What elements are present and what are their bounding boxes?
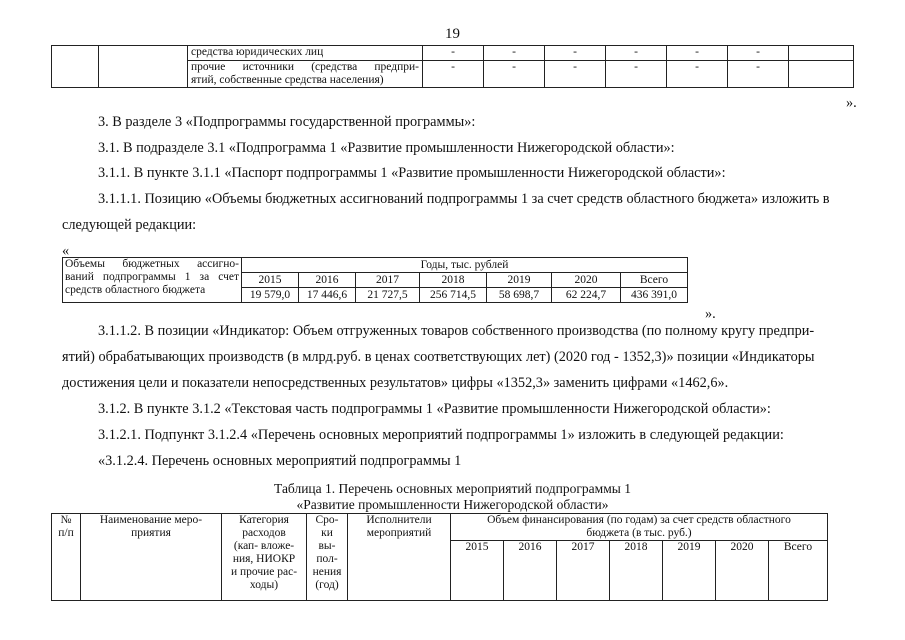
value-cell: 58 698,7 [487,288,552,303]
year-header: 2017 [557,541,610,601]
measures-table [51,513,828,601]
table-cell: - [606,46,667,61]
header-line: мероприятий [366,527,432,539]
table-cell: - [484,61,545,88]
value-cell: 62 224,7 [552,288,621,303]
budget-label [63,258,242,303]
year-header: 2015 [242,273,299,288]
table-cell [52,46,99,88]
col-header-no [52,514,81,601]
row-label [188,61,423,88]
year-header: 2015 [451,541,504,601]
year-header: 2016 [299,273,356,288]
header-line: Сро- [315,514,339,526]
row-label-line: прочие источники (средства предпри- [191,61,419,73]
value-cell: 256 714,5 [420,288,487,303]
paragraph: следующей редакции: [62,217,197,233]
paragraph: «3.1.2.4. Перечень основных мероприятий подпрограммы 1 [98,453,462,469]
value-cell: 19 579,0 [242,288,299,303]
paragraph: достижения цели и показатели непосредственных результатов» цифры «1352,3» заменить цифрами «1462,6». [62,375,729,391]
open-quote: « [62,243,70,259]
table-cell [789,46,854,61]
paragraph: 3.1.1. В пункте 3.1.1 «Паспорт подпрограммы 1 «Развитие промышленности Нижегородской области»: [98,165,726,181]
col-header-term [307,514,348,601]
year-header: 2019 [487,273,552,288]
table-cell: - [545,61,606,88]
table-cell: - [545,46,606,61]
year-header: 2018 [420,273,487,288]
year-header: 2019 [663,541,716,601]
table-row [52,514,828,541]
header-line: (кап- вложе- [233,540,295,552]
budget-label-line: Объемы бюджетных ассигно- [65,258,239,270]
table-cell: - [423,46,484,61]
row-label-line: ятий, собственные средства населения) [191,74,384,86]
col-header-name [81,514,222,601]
header-line: Наименование меро- [99,514,203,526]
col-header-financing [451,514,828,541]
year-header: 2016 [504,541,557,601]
value-cell: 17 446,6 [299,288,356,303]
budget-label-line: средств областного бюджета [65,284,206,296]
header-line: бюджета (в тыс. руб.) [586,527,692,539]
table-cell [789,61,854,88]
budget-label-line: ваний подпрограммы 1 за счет [65,271,239,283]
header-line: вы- [318,540,336,552]
value-cell: 21 727,5 [356,288,420,303]
year-header: Всего [621,273,688,288]
paragraph: 3.1.1.2. В позиции «Индикатор: Объем отгруженных товаров собственного производства (по полному кругу предпри- [98,323,815,339]
page-number: 19 [445,26,460,42]
table-cell: - [484,46,545,61]
closing-quote: ». [705,306,716,322]
row-label: средства юридических лиц [188,46,423,61]
sources-table [51,45,854,88]
header-line: Категория [239,514,289,526]
paragraph: 3.1.2.1. Подпункт 3.1.2.4 «Перечень основных мероприятий подпрограммы 1» изложить в следующей редакции: [98,427,784,443]
table-title: Таблица 1. Перечень основных мероприятий подпрограммы 1 [274,481,631,496]
table-cell: - [728,46,789,61]
table-cell: - [667,61,728,88]
paragraph: 3. В разделе 3 «Подпрограммы государственной программы»: [98,114,476,130]
header-line: пол- [316,553,338,565]
value-cell: 436 391,0 [621,288,688,303]
table-cell: - [667,46,728,61]
year-header: 2018 [610,541,663,601]
header-line: расходов [242,527,286,539]
header-line: п/п [58,527,74,539]
year-header: Всего [769,541,828,601]
table-row [63,258,688,273]
header-line: и прочие рас- [230,566,298,578]
paragraph: 3.1. В подразделе 3.1 «Подпрограмма 1 «Развитие промышленности Нижегородской области»: [98,140,675,156]
col-header-category [222,514,307,601]
table-row [52,46,854,61]
year-header: 2020 [716,541,769,601]
closing-quote: ». [846,95,857,111]
header-line: ходы) [249,579,279,591]
group-header: Годы, тыс. рублей [242,258,688,273]
paragraph: ятий) обрабатывающих производств (в млрд.руб. в ценах соответствующих лет) (2020 год - 1352,3)» позиции «Индикаторы [62,349,815,365]
paragraph: 3.1.1.1. Позицию «Объемы бюджетных ассигнований подпрограммы 1 за счет средств областного бюджета» изложить в [98,191,830,207]
header-line: ния, НИОКР [232,553,296,565]
paragraph: 3.1.2. В пункте 3.1.2 «Текстовая часть подпрограммы 1 «Развитие промышленности Нижегородской области»: [98,401,771,417]
header-line: (год) [315,579,339,591]
table-cell [99,46,188,88]
header-line: ки [321,527,333,539]
header-line: нения [312,566,342,578]
table-subtitle: «Развитие промышленности Нижегородской области» [296,497,609,512]
header-line: приятия [131,527,171,539]
budget-table [62,257,688,303]
col-header-executors [348,514,451,601]
table-cell: - [423,61,484,88]
table-cell: - [606,61,667,88]
year-header: 2020 [552,273,621,288]
header-line: Исполнители [366,514,432,526]
header-line: № [60,514,72,526]
year-header: 2017 [356,273,420,288]
table-cell: - [728,61,789,88]
header-line: Объем финансирования (по годам) за счет средств областного [487,514,791,526]
